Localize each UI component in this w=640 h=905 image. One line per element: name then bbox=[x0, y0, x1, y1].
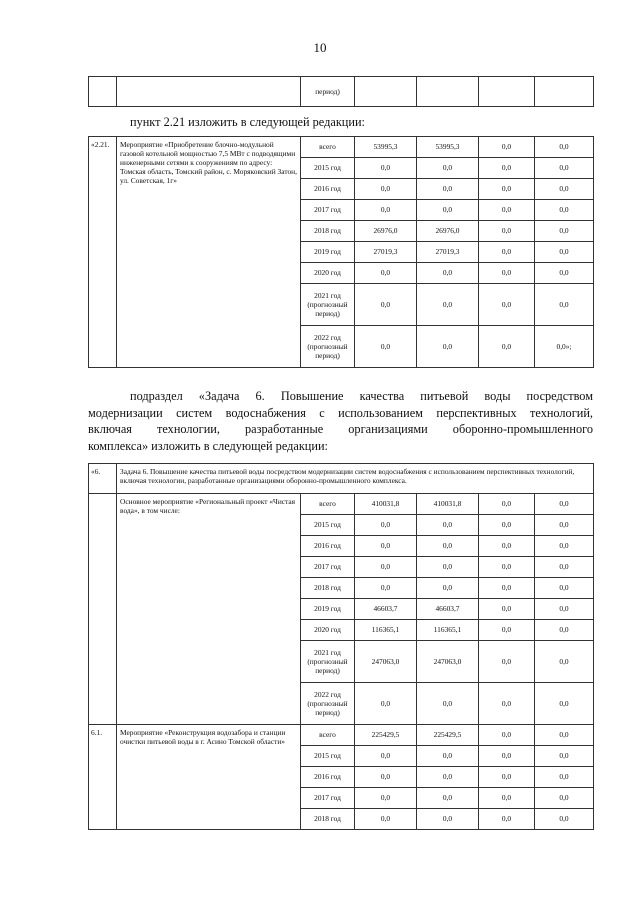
period-cell: 2020 год bbox=[301, 620, 355, 641]
value-cell: 0,0 bbox=[535, 515, 594, 536]
period-cell: всего bbox=[301, 494, 355, 515]
heading-2-21: пункт 2.21 изложить в следующей редакции: bbox=[130, 115, 365, 129]
value-cell: 0,0 bbox=[535, 767, 594, 788]
page-number: 10 bbox=[313, 40, 327, 55]
paragraph-line: модернизации систем водоснабжения с использованием перспективных технологий, bbox=[88, 405, 593, 420]
value-cell: 0,0 bbox=[479, 494, 535, 515]
value-cell: 0,0 bbox=[479, 746, 535, 767]
value-cell: 53995,3 bbox=[355, 137, 417, 158]
value-cell: 0,0 bbox=[479, 557, 535, 578]
value-cell: 0,0 bbox=[535, 641, 594, 683]
value-cell: 116365,1 bbox=[417, 620, 479, 641]
period-cell: 2019 год bbox=[301, 599, 355, 620]
value-cell: 0,0 bbox=[355, 536, 417, 557]
period-cell: всего bbox=[301, 137, 355, 158]
value-cell: 0,0 bbox=[535, 158, 594, 179]
table-item-2-21 bbox=[88, 136, 594, 368]
value-cell: 0,0 bbox=[535, 599, 594, 620]
value-cell: 0,0 bbox=[417, 536, 479, 557]
value-cell: 0,0 bbox=[355, 326, 417, 368]
period-cell: 2016 год bbox=[301, 536, 355, 557]
paragraph-task6 bbox=[88, 388, 593, 454]
period-cell: 2019 год bbox=[301, 242, 355, 263]
period-cell: 2020 год bbox=[301, 263, 355, 284]
period-cell: всего bbox=[301, 725, 355, 746]
value-cell: 0,0 bbox=[355, 284, 417, 326]
value-cell: 0,0 bbox=[479, 200, 535, 221]
value-cell: 0,0 bbox=[479, 326, 535, 368]
period-cell: 2016 год bbox=[301, 767, 355, 788]
value-cell: 0,0 bbox=[355, 746, 417, 767]
top-table-fragment bbox=[88, 76, 594, 107]
paragraph-line: включая технологии, разработанные организациями оборонно-промышленного bbox=[88, 422, 593, 437]
value-cell: 0,0 bbox=[535, 578, 594, 599]
value-cell: 0,0»; bbox=[535, 326, 594, 368]
value-cell: 0,0 bbox=[355, 683, 417, 725]
value-cell: 0,0 bbox=[417, 263, 479, 284]
value-cell: 0,0 bbox=[535, 200, 594, 221]
value-cell: 0,0 bbox=[535, 683, 594, 725]
value-cell: 0,0 bbox=[479, 242, 535, 263]
period-cell: период) bbox=[301, 77, 355, 107]
value-cell: 0,0 bbox=[355, 788, 417, 809]
period-cell: 2021 год (прогнозный период) bbox=[301, 641, 355, 683]
period-cell: 2017 год bbox=[301, 557, 355, 578]
value-cell: 26976,0 bbox=[417, 221, 479, 242]
value-cell: 0,0 bbox=[479, 683, 535, 725]
value-cell: 410031,8 bbox=[355, 494, 417, 515]
period-cell: 2017 год bbox=[301, 788, 355, 809]
value-cell: 0,0 bbox=[479, 158, 535, 179]
value-cell: 0,0 bbox=[535, 242, 594, 263]
period-cell: 2022 год (прогнозный период) bbox=[301, 683, 355, 725]
value-cell: 0,0 bbox=[355, 557, 417, 578]
period-cell: 2017 год bbox=[301, 200, 355, 221]
value-cell: 0,0 bbox=[417, 746, 479, 767]
period-cell: 2018 год bbox=[301, 578, 355, 599]
row-number: 6.1. bbox=[89, 725, 117, 830]
value-cell: 0,0 bbox=[355, 179, 417, 200]
value-cell: 0,0 bbox=[355, 263, 417, 284]
value-cell: 0,0 bbox=[479, 641, 535, 683]
value-cell: 0,0 bbox=[355, 515, 417, 536]
value-cell: 0,0 bbox=[417, 557, 479, 578]
empty-cell bbox=[479, 77, 535, 107]
period-cell: 2018 год bbox=[301, 221, 355, 242]
paragraph-line: комплекса» изложить в следующей редакции: bbox=[88, 438, 328, 453]
value-cell: 247063,0 bbox=[417, 641, 479, 683]
value-cell: 116365,1 bbox=[355, 620, 417, 641]
value-cell: 0,0 bbox=[535, 263, 594, 284]
value-cell: 0,0 bbox=[355, 158, 417, 179]
value-cell: 0,0 bbox=[479, 578, 535, 599]
value-cell: 0,0 bbox=[535, 137, 594, 158]
value-cell: 0,0 bbox=[479, 620, 535, 641]
task-title: Задача 6. Повышение качества питьевой воды посредством модернизации систем водоснабжения с использованием перспективных технологий, включая технологии, разработанные организациями оборонно-промышленного комплекса. bbox=[117, 464, 594, 494]
value-cell: 0,0 bbox=[417, 326, 479, 368]
empty-cell bbox=[89, 494, 117, 725]
empty-cell bbox=[117, 77, 301, 107]
value-cell: 0,0 bbox=[535, 221, 594, 242]
value-cell: 0,0 bbox=[417, 515, 479, 536]
value-cell: 0,0 bbox=[535, 494, 594, 515]
value-cell: 0,0 bbox=[417, 179, 479, 200]
value-cell: 0,0 bbox=[417, 683, 479, 725]
value-cell: 0,0 bbox=[535, 746, 594, 767]
value-cell: 0,0 bbox=[479, 137, 535, 158]
event-description: Мероприятие «Приобретение блочно-модульной газовой котельной мощностью 7,5 МВт с подводящими инженерными сетями к сооружениям по адресу: Томская область, Томский район, с. Моряковский Затон, ул. Советская, 1г» bbox=[117, 137, 301, 368]
empty-cell bbox=[417, 77, 479, 107]
value-cell: 0,0 bbox=[479, 515, 535, 536]
value-cell: 0,0 bbox=[479, 599, 535, 620]
paragraph-line: подраздел «Задача 6. Повышение качества питьевой воды посредством bbox=[130, 389, 593, 403]
value-cell: 225429,5 bbox=[355, 725, 417, 746]
value-cell: 0,0 bbox=[417, 788, 479, 809]
value-cell: 0,0 bbox=[479, 221, 535, 242]
value-cell: 46603,7 bbox=[417, 599, 479, 620]
period-cell: 2016 год bbox=[301, 179, 355, 200]
value-cell: 0,0 bbox=[417, 809, 479, 830]
value-cell: 0,0 bbox=[479, 767, 535, 788]
value-cell: 0,0 bbox=[479, 284, 535, 326]
value-cell: 26976,0 bbox=[355, 221, 417, 242]
value-cell: 0,0 bbox=[417, 767, 479, 788]
period-cell: 2015 год bbox=[301, 746, 355, 767]
value-cell: 0,0 bbox=[479, 788, 535, 809]
value-cell: 0,0 bbox=[479, 263, 535, 284]
value-cell: 0,0 bbox=[417, 578, 479, 599]
event-description: Мероприятие «Реконструкция водозабора и станции очистки питьевой воды в г. Асино Томской области» bbox=[117, 725, 301, 830]
value-cell: 0,0 bbox=[535, 725, 594, 746]
value-cell: 0,0 bbox=[355, 200, 417, 221]
value-cell: 0,0 bbox=[355, 767, 417, 788]
value-cell: 410031,8 bbox=[417, 494, 479, 515]
value-cell: 0,0 bbox=[479, 725, 535, 746]
value-cell: 0,0 bbox=[417, 200, 479, 221]
value-cell: 0,0 bbox=[479, 536, 535, 557]
empty-cell bbox=[355, 77, 417, 107]
value-cell: 0,0 bbox=[479, 179, 535, 200]
value-cell: 53995,3 bbox=[417, 137, 479, 158]
value-cell: 0,0 bbox=[535, 179, 594, 200]
main-event-description: Основное мероприятие «Региональный проект «Чистая вода», в том числе: bbox=[117, 494, 301, 725]
period-cell: 2015 год bbox=[301, 515, 355, 536]
value-cell: 0,0 bbox=[417, 284, 479, 326]
period-cell: 2021 год (прогнозный период) bbox=[301, 284, 355, 326]
row-number: «2.21. bbox=[89, 137, 117, 368]
table-task6 bbox=[88, 463, 594, 830]
period-cell: 2015 год bbox=[301, 158, 355, 179]
value-cell: 0,0 bbox=[535, 557, 594, 578]
value-cell: 0,0 bbox=[535, 788, 594, 809]
empty-cell bbox=[535, 77, 594, 107]
value-cell: 27019,3 bbox=[355, 242, 417, 263]
value-cell: 0,0 bbox=[355, 578, 417, 599]
value-cell: 0,0 bbox=[355, 809, 417, 830]
period-cell: 2022 год (прогнозный период) bbox=[301, 326, 355, 368]
row-number: «6. bbox=[89, 464, 117, 494]
value-cell: 0,0 bbox=[535, 620, 594, 641]
value-cell: 27019,3 bbox=[417, 242, 479, 263]
value-cell: 0,0 bbox=[535, 809, 594, 830]
empty-cell bbox=[89, 77, 117, 107]
value-cell: 0,0 bbox=[535, 536, 594, 557]
value-cell: 0,0 bbox=[417, 158, 479, 179]
value-cell: 247063,0 bbox=[355, 641, 417, 683]
value-cell: 225429,5 bbox=[417, 725, 479, 746]
value-cell: 0,0 bbox=[479, 809, 535, 830]
value-cell: 0,0 bbox=[535, 284, 594, 326]
value-cell: 46603,7 bbox=[355, 599, 417, 620]
period-cell: 2018 год bbox=[301, 809, 355, 830]
